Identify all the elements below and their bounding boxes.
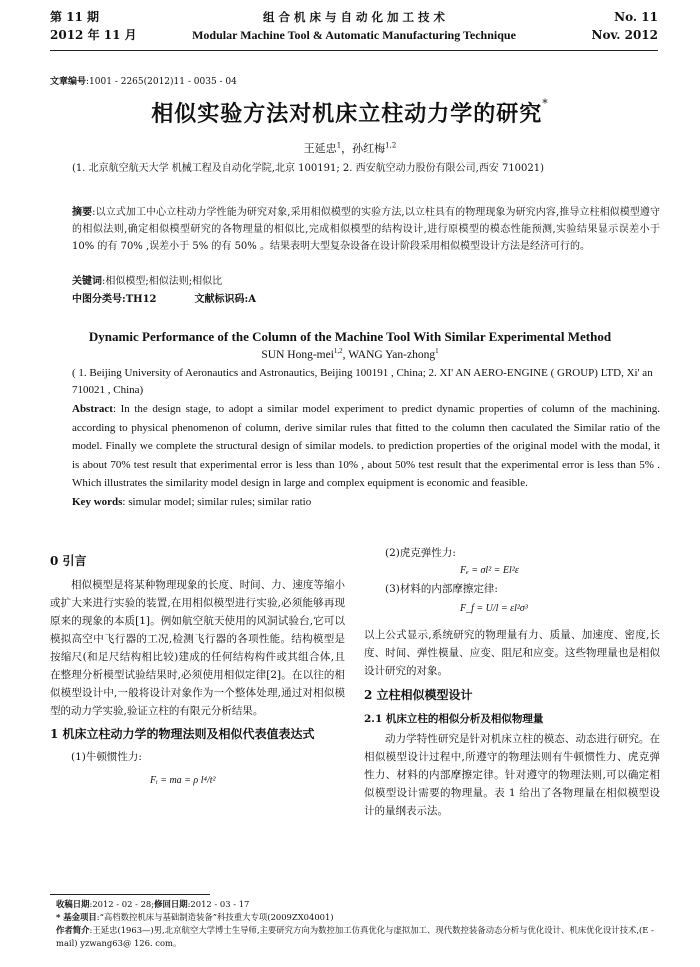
author-en-2-affil: 1 xyxy=(435,347,439,355)
date-cn: 2012 年 11 月 xyxy=(50,28,137,42)
section-2-1-paragraph: 动力学特性研究是针对机床立柱的模态、动态进行研究。在相似模型设计过程中,所遵守的物理法则有牛顿惯性力、虎克弹性力、材料的内部摩擦定律。针对遵守的物理法则,可以确定相似模型设计需要的物理量。表 1 给出了各物理量在相似模型设计的量纲表示法。 xyxy=(364,733,660,817)
abstract-en-text: : In the design stage, to adopt a similar model experiment to predict dynamic properties of column of the machining. according to physical phenomenon of column, derive similar rules that fitted to the column then caculated the Similar ratio of the model. Finally we complete the structural design of similar models. to prediction properties of the original model with the modal, it is about 70% test result that experimental error is less than 10% , about 50% test result that the experimental error is less than 5% . Which illustrates the similarity model design in large and complex equipment is economic and feasible. xyxy=(72,403,660,490)
item-newton: (1)牛顿惯性力: xyxy=(71,751,142,763)
fund-label: * 基金项目 xyxy=(56,912,97,922)
paper-title-en: Dynamic Performance of the Column of the Machine Tool With Similar Experimental Method xyxy=(88,329,612,344)
article-number-label: 文章编号 xyxy=(50,77,87,87)
section-2-heading: 2 立柱相似模型设计 xyxy=(364,688,473,702)
doc-code-label: 文献标识码 xyxy=(194,294,245,305)
abstract-cn-text: :以立式加工中心立柱动力学性能为研究对象,采用相似模型的实验方法,以立柱具有的物理现象为研究内容,推导立柱相似模型遵守的相似法则,确定相似模型研究的各物理量的相似比,完成相似模型的结构设计,进行原模型的模态性能预测,实验结果显示误差小于 10% 的有 70% ,误差小于 5% 的有 50% 。结果表明大型复杂设备在设计阶段采用相似模型设计方法是经济可行的。 xyxy=(72,207,661,252)
journal-name-cn: 组 合 机 床 与 自 动 化 加 工 技 术 xyxy=(262,10,446,24)
affiliation-en: ( 1. Beijing University of Aeronautics and Astronautics, Beijing 100191 , China; 2. XI' AN AERO-ENGINE ( GROUP) LTD, Xi' an 710021 , China) xyxy=(72,367,653,396)
article-number-value: :1001 - 2265(2012)11 - 0035 - 04 xyxy=(86,77,237,87)
issue-cn: 第 11 期 xyxy=(50,10,100,24)
keywords-cn-text: :相似模型;相似法则;相似比 xyxy=(102,276,223,287)
affiliation-cn: (1. 北京航空航天大学 机械工程及自动化学院,北京 100191; 2. 西安航空动力股份有限公司,西安 710021) xyxy=(72,163,545,174)
footnotes xyxy=(56,898,660,950)
revised-label: 修回日期 xyxy=(154,899,188,909)
author-bio-label: 作者简介 xyxy=(56,925,90,935)
section-0-heading: 0 引言 xyxy=(50,554,87,568)
equation-3: F_f = U/l = εl²σ³ xyxy=(460,603,528,614)
abstract-en xyxy=(72,400,660,512)
author-en-1-affil: 1,2 xyxy=(333,347,343,355)
abstract-en-body xyxy=(72,400,660,493)
clc-value: :TH12 xyxy=(122,294,157,305)
keywords-en xyxy=(72,493,660,512)
abstract-en-label: Abstract xyxy=(72,403,113,415)
keywords-cn xyxy=(72,273,660,290)
left-column xyxy=(50,552,345,790)
author-1: 王延忠 xyxy=(303,142,337,155)
paper-title-text: 相似实验方法对机床立柱动力学的研究 xyxy=(151,101,543,127)
authors-cn xyxy=(0,140,700,156)
equation-2: Fₑ = σl² = El²ε xyxy=(460,565,519,576)
abstract-cn-label: 摘要 xyxy=(72,207,93,218)
author-en-1: SUN Hong-mei xyxy=(261,348,334,361)
right-column xyxy=(364,544,660,820)
author-en-2: WANG Yan-zhong xyxy=(348,348,436,361)
article-number xyxy=(50,74,237,87)
footnote-author xyxy=(56,924,660,950)
section-1-heading: 1 机床立柱动力学的物理法则及相似代表值表达式 xyxy=(50,727,315,741)
title-footnote-mark: * xyxy=(542,97,549,110)
paragraph-quantities: 以上公式显示,系统研究的物理量有力、质量、加速度、密度,长度、时间、弹性模量、应变、阻尼和应变。这些物理量也是相似设计研究的对象。 xyxy=(364,629,660,677)
doc-code-value: :A xyxy=(244,294,256,305)
header-right xyxy=(592,8,659,44)
authors-en xyxy=(0,347,700,361)
revised-date: :2012 - 03 - 17 xyxy=(187,899,250,909)
running-header xyxy=(50,8,658,54)
classification xyxy=(72,291,660,308)
date-en: Nov. 2012 xyxy=(591,28,658,42)
author-2-affil: 1,2 xyxy=(385,141,397,150)
equation-1: Fᵢ = ma = ρ l⁴/t² xyxy=(150,775,216,786)
section-2-1-heading: 2.1 机床立柱的相似分析及相似物理量 xyxy=(364,713,544,725)
paper-title xyxy=(0,97,700,128)
journal-name-en: Modular Machine Tool & Automatic Manufacturing Technique xyxy=(192,28,516,42)
keywords-en-text: : simular model; similar rules; similar ratio xyxy=(122,495,312,508)
author-1-affil: 1 xyxy=(336,141,342,150)
abstract-cn xyxy=(72,204,660,255)
keywords-en-label: Key words xyxy=(72,495,123,508)
footnote-fund xyxy=(56,911,660,924)
author-bio-text: :王延忠(1963—)男,北京航空大学博士生导师,主要研究方向为数控加工仿真优化与虚拟加工、现代数控装备动态分析与优化设计、机床优化设计技术,(E - mail) yzwang63@ 126. com。 xyxy=(56,925,654,948)
clc-label: 中图分类号 xyxy=(72,294,122,305)
received-label: 收稿日期 xyxy=(56,899,90,909)
received-date: :2012 - 02 - 28; xyxy=(89,899,155,909)
item-friction: (3)材料的内部摩擦定律: xyxy=(385,583,498,595)
footnote-rule xyxy=(50,894,210,895)
footnote-dates xyxy=(56,898,660,911)
author-en-sep: , xyxy=(342,348,349,361)
section-0-paragraph: 相似模型是将某种物理现象的长度、时间、力、速度等缩小或扩大来进行实验的装置,在用相似模型进行实验,必须能够再现原来的现象的本质[1]。例如航空航天使用的风洞试验台,它可以模拟高空中飞行器的工况,检测飞行器的各项性能。结构模型是按缩尺(和足尺结构相比较)建成的任何结构构件或其组合体,且在整理分析模型试验结果时,必须使用相似定律[2]。在以往的相似模型设计中,一般将设计对象作为一个整体处理,通过对相似模型的动力学实验,验证立柱的有限元分析结果。 xyxy=(50,579,345,717)
author-sep: ， xyxy=(341,142,353,155)
fund-text: :“高档数控机床与基础制造装备”科技重大专项(2009ZX04001) xyxy=(96,912,334,922)
author-2: 孙红梅 xyxy=(352,142,386,155)
keywords-cn-label: 关键词 xyxy=(72,276,102,287)
issue-en: No. 11 xyxy=(614,10,658,24)
item-hooke: (2)虎克弹性力: xyxy=(385,547,456,559)
header-rule xyxy=(50,50,658,51)
header-center xyxy=(50,8,658,44)
